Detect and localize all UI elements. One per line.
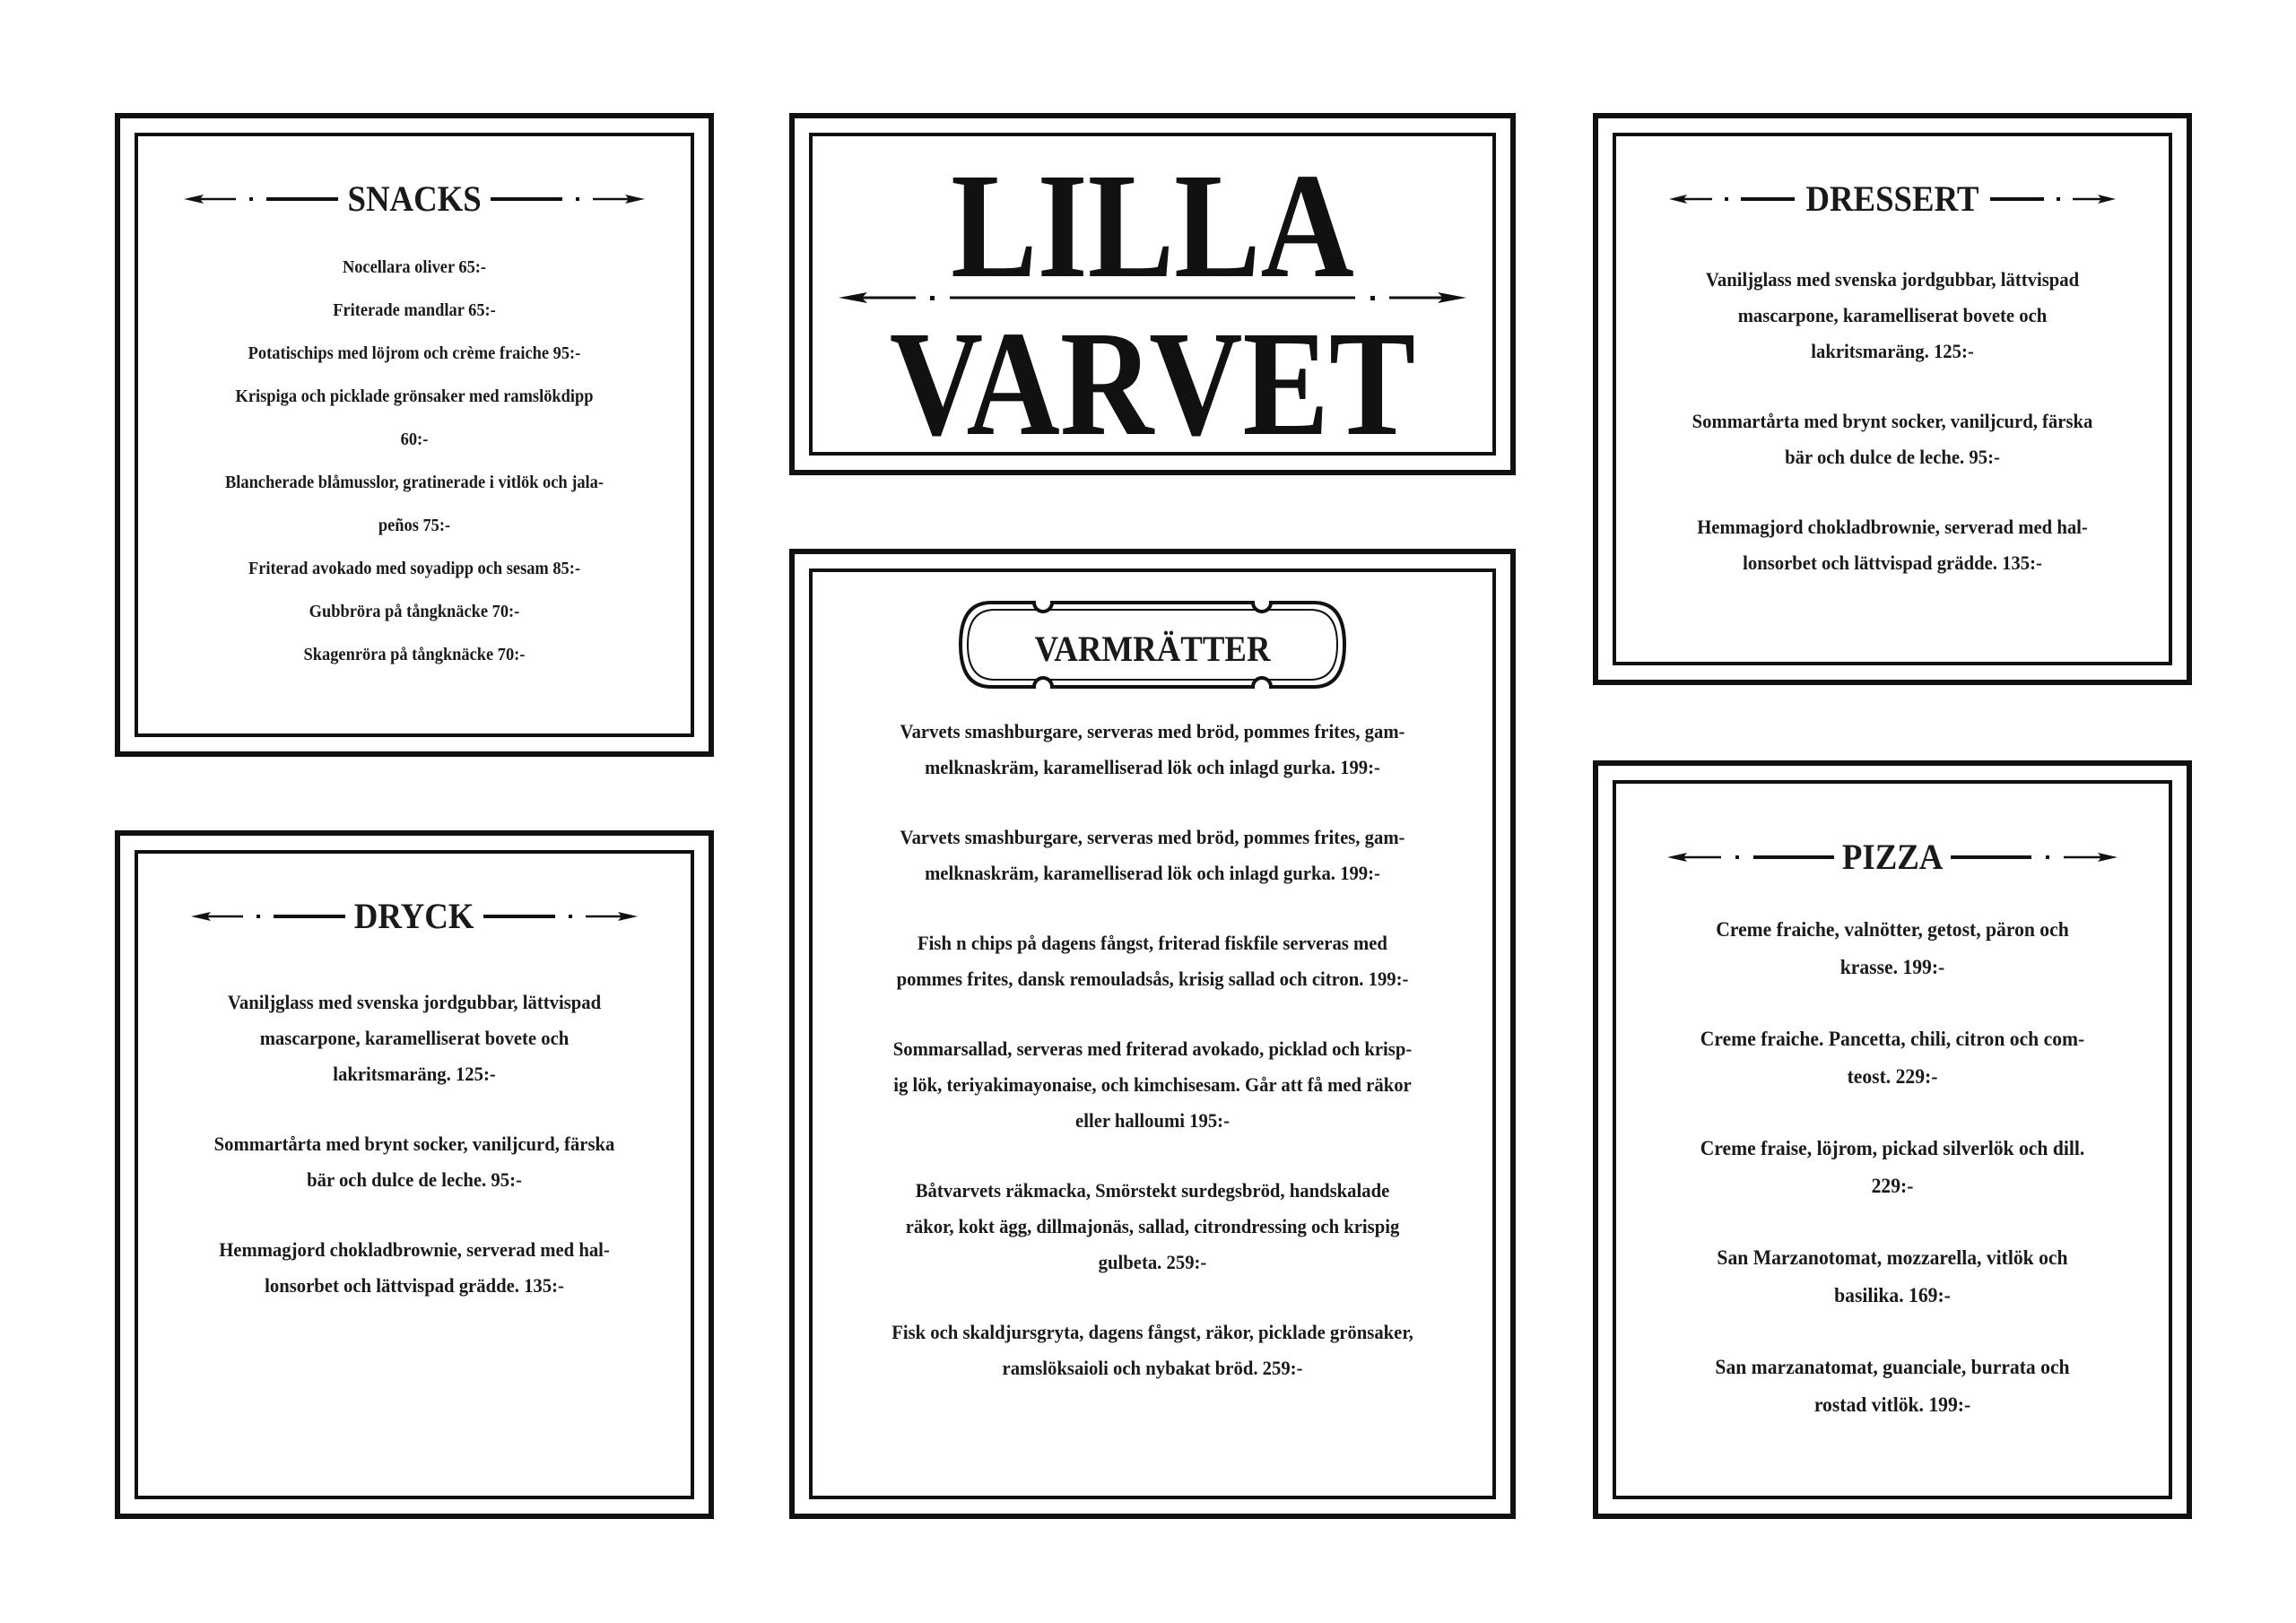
item-line: Båtvarvets räkmacka, Smörstekt surdegsbröd, handskalade: [915, 1179, 1390, 1202]
dryck-heading: [120, 895, 709, 937]
item-line: lakritsmaräng. 125:-: [1811, 340, 1974, 362]
restaurant-name-line2: VARVET: [889, 300, 1416, 467]
right-ornament-icon: [491, 192, 645, 206]
item-line: Hemmagjord chokladbrownie, serverad med hal-: [219, 1238, 610, 1261]
item-line: ig lök, teriyakimayonaise, och kimchisesam. Går att få med räkor: [893, 1073, 1412, 1096]
list-item: [138, 1126, 691, 1198]
list-item: Krispiga och picklade grönsaker med ramslökdipp: [235, 386, 594, 406]
list-item: [1616, 404, 2170, 475]
item-line: 229:-: [1871, 1175, 1914, 1197]
list-item: [816, 1315, 1489, 1386]
restaurant-name-line1: LILLA: [951, 143, 1354, 309]
list-item: [138, 985, 691, 1092]
item-line: Varvets smashburgare, serveras med bröd, pommes frites, gam-: [900, 720, 1405, 742]
item-line: ramslöksaioli och nybakat bröd. 259:-: [1002, 1357, 1303, 1379]
dressert-panel: [1593, 113, 2192, 685]
list-item: [1616, 262, 2170, 369]
list-item: peños 75:-: [378, 516, 451, 535]
dryck-title: DRYCK: [354, 896, 474, 936]
item-line: lakritsmaräng. 125:-: [333, 1063, 496, 1085]
item-line: Sommartårta med brynt socker, vaniljcurd, färska: [213, 1133, 615, 1155]
varmratter-title: VARMRÄTTER: [1034, 629, 1271, 669]
list-item: Friterade mandlar 65:-: [333, 300, 496, 320]
pizza-title: PIZZA: [1841, 837, 1944, 877]
item-line: Creme fraiche, valnötter, getost, päron och: [1716, 918, 2069, 941]
list-item: [816, 1173, 1489, 1280]
left-ornament-icon: [184, 192, 338, 206]
item-line: lonsorbet och lättvispad grädde. 135:-: [265, 1274, 564, 1297]
right-ornament-icon: [483, 909, 638, 924]
item-line: mascarpone, karamelliserat bovete och: [259, 1027, 570, 1049]
item-line: Varvets smashburgare, serveras med bröd, pommes frites, gam-: [900, 826, 1405, 848]
pizza-heading: [1598, 836, 2187, 878]
pizza-list: [1598, 911, 2187, 1458]
list-item: Friterad avokado med soyadipp och sesam 85:-: [248, 559, 581, 578]
item-line: basilika. 169:-: [1834, 1284, 1951, 1306]
snacks-title: SNACKS: [347, 178, 482, 219]
varmratter-panel: [789, 549, 1516, 1519]
item-line: Fisk och skaldjursgryta, dagens fångst, räkor, picklade grönsaker,: [891, 1321, 1413, 1343]
item-line: gulbeta. 259:-: [1098, 1251, 1207, 1273]
list-item: [1616, 1020, 2170, 1096]
left-ornament-icon: [1667, 850, 1834, 864]
item-line: pommes frites, dansk remouladsås, krisig sallad och citron. 199:-: [896, 968, 1409, 990]
list-item: [138, 1232, 691, 1304]
item-line: melknaskräm, karamelliserad lök och inlagd gurka. 199:-: [925, 756, 1380, 778]
list-item: Potatischips med löjrom och crème fraiche 95:-: [248, 343, 581, 363]
item-line: bär och dulce de leche. 95:-: [307, 1168, 522, 1191]
item-line: rostad vitlök. 199:-: [1813, 1393, 1971, 1416]
dryck-panel: [115, 830, 714, 1519]
dressert-title: DRESSERT: [1805, 178, 1979, 219]
varmratter-heading: [795, 628, 1510, 670]
item-line: räkor, kokt ägg, dillmajonäs, sallad, citrondressing och krispig: [905, 1215, 1400, 1237]
item-line: bär och dulce de leche. 95:-: [1785, 446, 2000, 468]
list-item: Blancherade blåmusslor, gratinerade i vitlök och jala-: [224, 473, 604, 492]
dryck-list: [120, 985, 709, 1338]
list-item: [816, 1031, 1489, 1139]
list-item: [1616, 911, 2170, 986]
item-line: eller halloumi 195:-: [1075, 1109, 1230, 1132]
dressert-heading: [1598, 178, 2187, 220]
list-item: 60:-: [400, 430, 429, 449]
pizza-panel: [1593, 760, 2192, 1519]
item-line: Vaniljglass med svenska jordgubbar, lättvispad: [227, 991, 602, 1013]
list-item: [1616, 1349, 2170, 1424]
list-item: [1616, 1130, 2170, 1205]
list-item: [1616, 1239, 2170, 1315]
snacks-panel: [115, 113, 714, 757]
item-line: mascarpone, karamelliserat bovete och: [1737, 304, 2048, 326]
item-line: Fish n chips på dagens fångst, friterad fiskfile serveras med: [918, 932, 1387, 954]
list-item: [816, 714, 1489, 785]
item-line: San Marzanotomat, mozzarella, vitlök och: [1717, 1246, 2068, 1269]
list-item: [816, 925, 1489, 997]
item-line: Creme fraiche. Pancetta, chili, citron och com-: [1700, 1028, 2085, 1050]
list-item: [1616, 509, 2170, 581]
list-item: Nocellara oliver 65:-: [342, 257, 487, 277]
varmratter-list: [795, 714, 1510, 1420]
snacks-heading: [120, 178, 709, 220]
title-panel: [789, 113, 1516, 475]
item-line: Sommarsallad, serveras med friterad avokado, picklad och krisp-: [892, 1037, 1413, 1060]
list-item: Gubbröra på tångknäcke 70:-: [309, 602, 520, 621]
item-line: melknaskräm, karamelliserad lök och inlagd gurka. 199:-: [925, 862, 1380, 884]
list-item: Skagenröra på tångknäcke 70:-: [303, 645, 526, 664]
left-ornament-icon: [191, 909, 345, 924]
item-line: Hemmagjord chokladbrownie, serverad med hal-: [1697, 516, 2088, 538]
right-ornament-icon: [1990, 192, 2116, 206]
left-ornament-icon: [1669, 192, 1795, 206]
item-line: lonsorbet och lättvispad grädde. 135:-: [1743, 551, 2042, 574]
snacks-list: [120, 246, 709, 676]
dressert-list: [1598, 262, 2187, 615]
list-item: [816, 820, 1489, 891]
item-line: Creme fraise, löjrom, pickad silverlök och dill.: [1700, 1137, 2085, 1159]
item-line: San marzanatomat, guanciale, burrata och: [1715, 1356, 2070, 1378]
item-line: teost. 229:-: [1847, 1065, 1938, 1088]
item-line: krasse. 199:-: [1839, 956, 1945, 978]
item-line: Sommartårta med brynt socker, vaniljcurd, färska: [1692, 410, 2093, 432]
right-ornament-icon: [1951, 850, 2118, 864]
item-line: Vaniljglass med svenska jordgubbar, lättvispad: [1705, 268, 2080, 291]
